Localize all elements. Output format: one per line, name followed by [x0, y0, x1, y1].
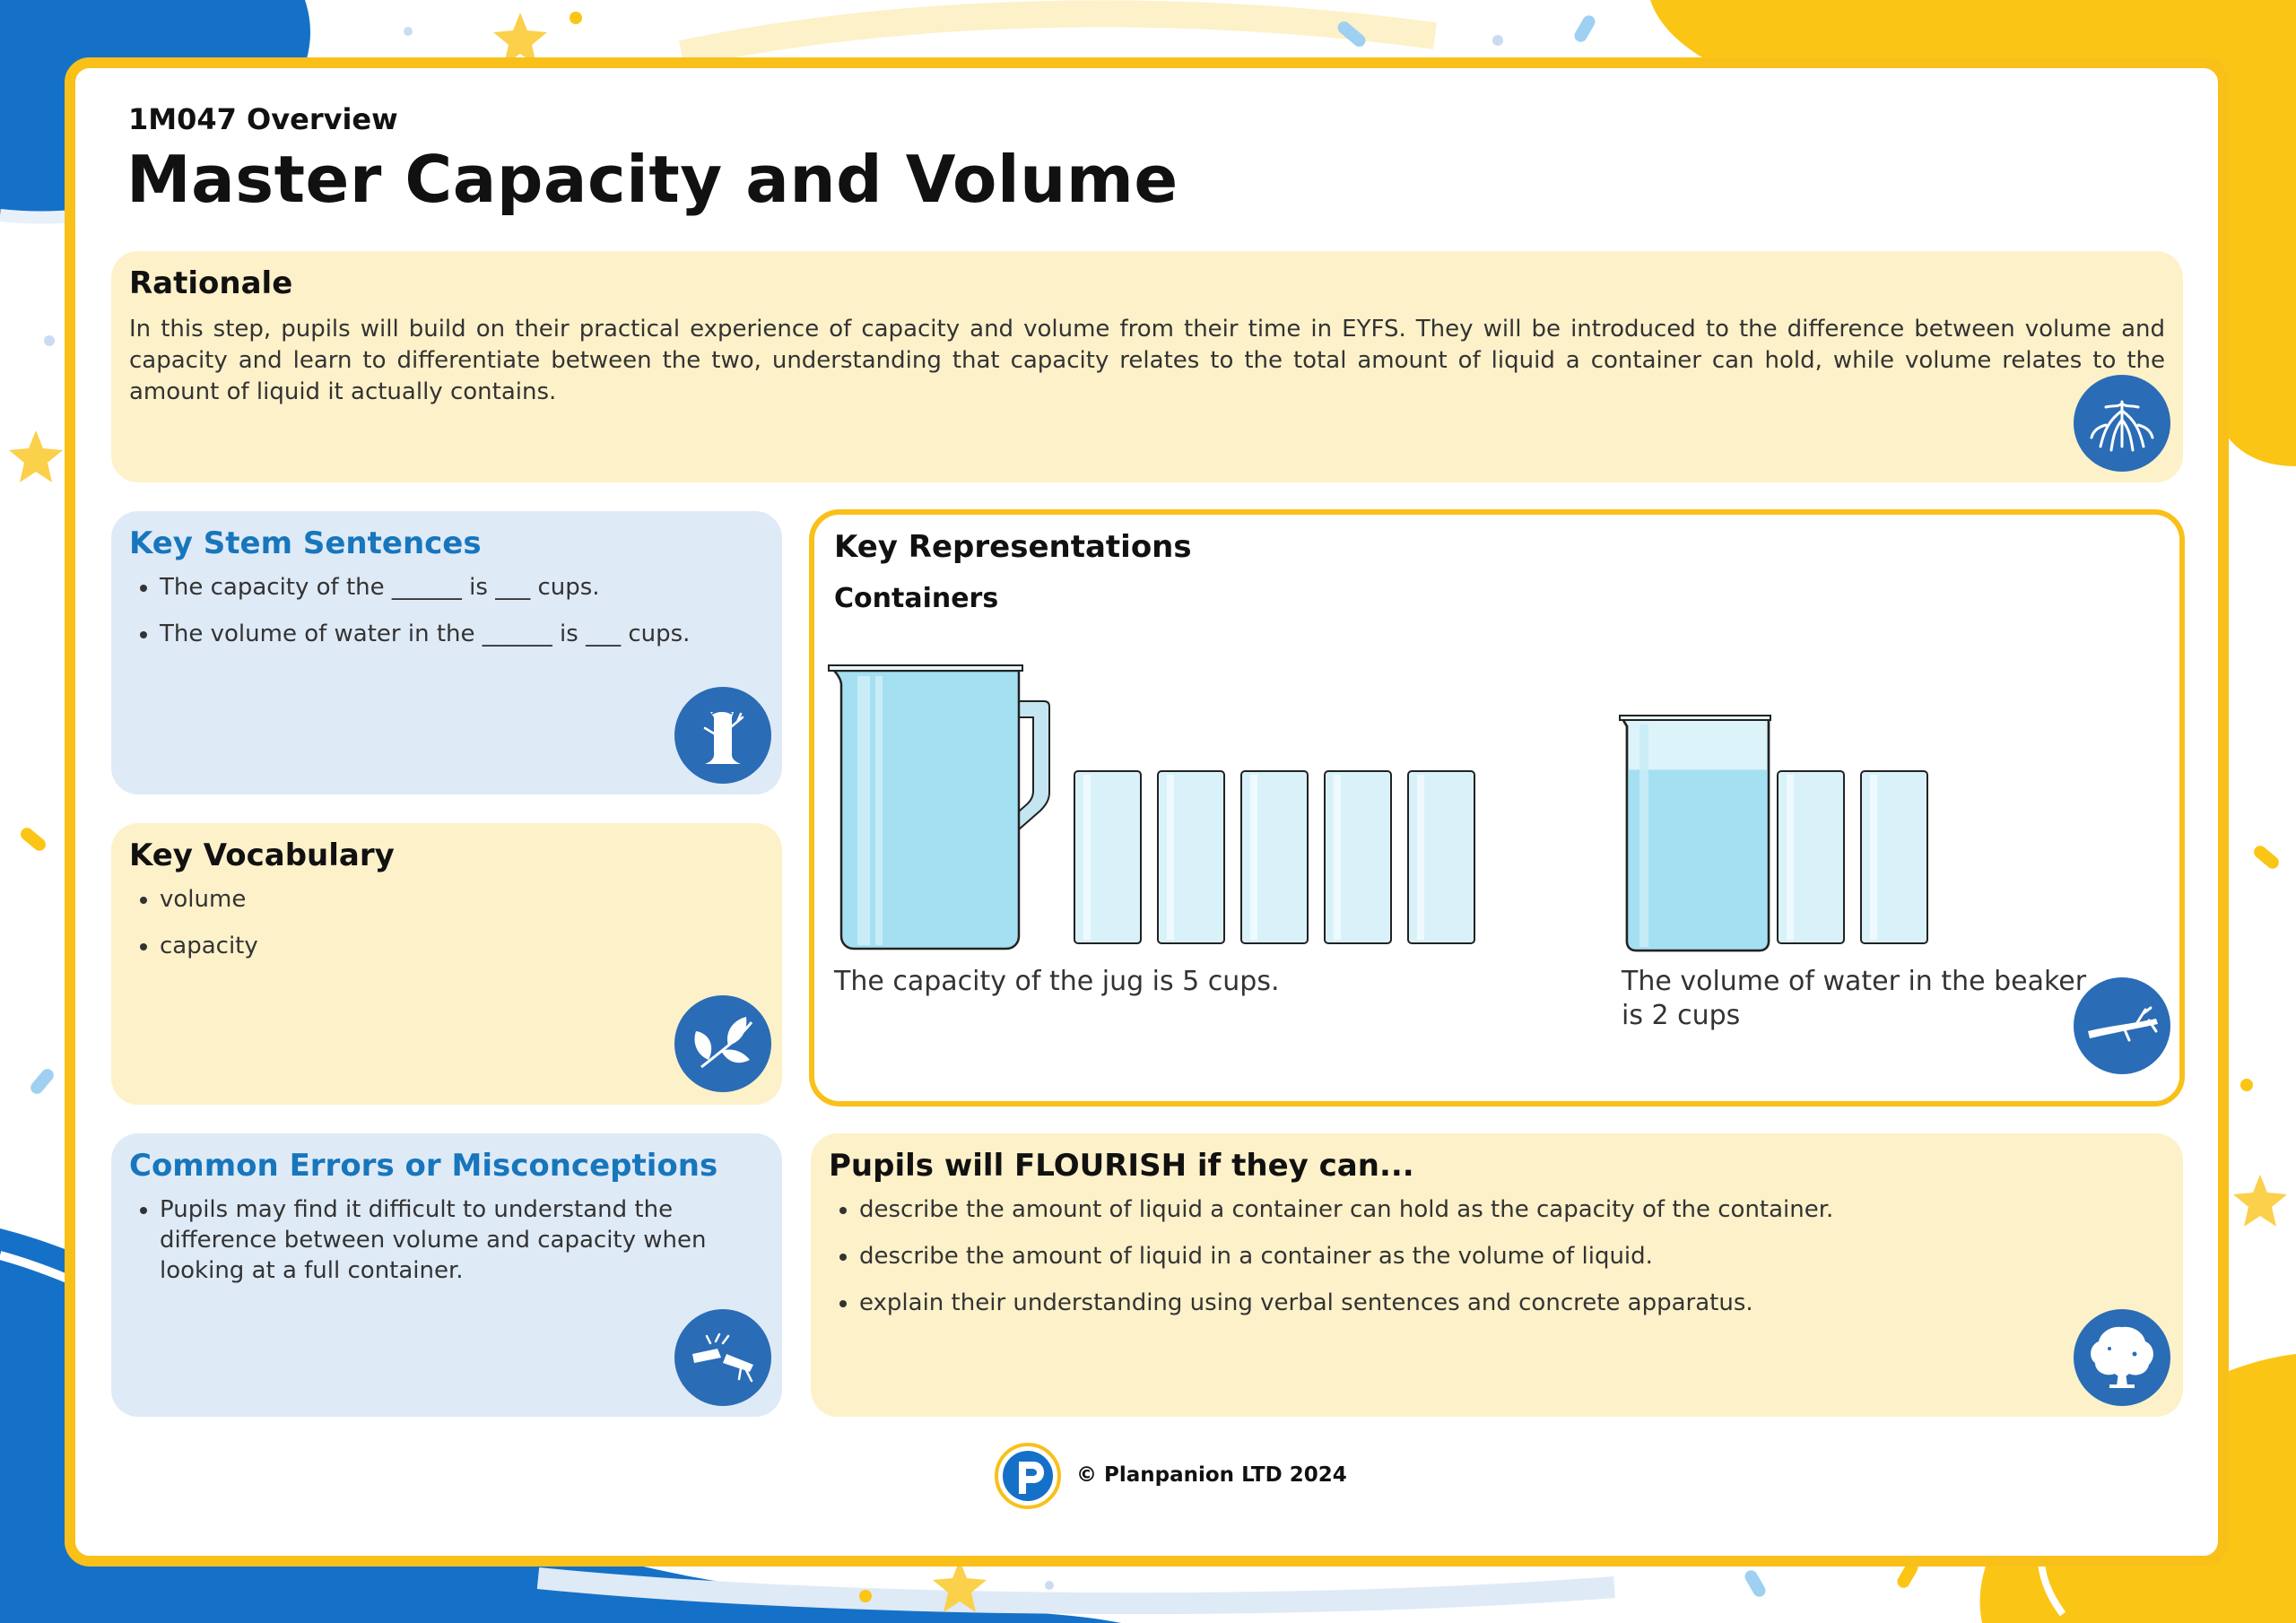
list-item: • Pupils may find it difficult to understand the difference between volume and capacity when looking at a full container.: [160, 1194, 746, 1286]
flourish-panel: [811, 1133, 2183, 1417]
list-item: • capacity: [160, 931, 258, 961]
misconceptions-panel: [111, 1133, 782, 1417]
rationale-text: In this step, pupils will build on their practical experience of capacity and volume from their time in EYFS. They will be introduced to the difference between volume and capacity and learn to differentiate between the two, understanding that capacity relates to the total amount of liquid a container can hold, while volume relates to the amount of liquid it actually contains.: [129, 316, 2165, 405]
list-item: • The volume of water in the ______ is ___ cups.: [160, 619, 690, 649]
beaker: [1620, 716, 1770, 950]
tree-trunk-icon: [674, 687, 771, 784]
stem-sentences-heading: Key Stem Sentences: [129, 525, 482, 561]
vocabulary-heading: Key Vocabulary: [129, 838, 395, 873]
stem-sentences-panel: [111, 511, 782, 794]
planpanion-logo-icon: [994, 1442, 1062, 1510]
jug-caption: The capacity of the jug is 5 cups.: [834, 966, 1280, 997]
rationale-panel: [111, 251, 2183, 482]
beaker-caption: The volume of water in the beaker is 2 cups: [1622, 966, 2087, 1031]
flourish-list: [829, 1194, 1833, 1334]
cup: [1241, 771, 1308, 943]
list-item: • explain their understanding using verbal sentences and concrete apparatus.: [859, 1288, 1833, 1318]
flourish-heading: Pupils will FLOURISH if they can...: [829, 1148, 1414, 1184]
cup: [1408, 771, 1474, 943]
representations-subheading: Containers: [834, 583, 999, 614]
branch-icon: [2074, 977, 2170, 1074]
list-item: • describe the amount of liquid a container can hold as the capacity of the container.: [859, 1194, 1833, 1225]
vocabulary-panel: [111, 823, 782, 1105]
broken-branch-icon: [674, 1309, 771, 1406]
representations-panel: [809, 509, 2185, 1107]
misconceptions-heading: Common Errors or Misconceptions: [129, 1148, 718, 1184]
cup: [1325, 771, 1391, 943]
representations-heading: Key Representations: [834, 529, 1192, 565]
rationale-heading: Rationale: [129, 265, 293, 301]
leaves-icon: [674, 995, 771, 1092]
cup: [1074, 771, 1141, 943]
beaker-cups: [1778, 771, 1927, 943]
page-subtitle: 1M047 Overview: [128, 102, 398, 136]
cup: [1778, 771, 1844, 943]
tree-icon: [2074, 1309, 2170, 1406]
list-item: • The capacity of the ______ is ___ cups.: [160, 572, 690, 603]
cup: [1861, 771, 1927, 943]
misconceptions-list: [129, 1194, 746, 1302]
list-item: • describe the amount of liquid in a container as the volume of liquid.: [859, 1241, 1833, 1271]
vocabulary-list: [129, 884, 258, 977]
copyright-text: © Planpanion LTD 2024: [1076, 1463, 1347, 1487]
stem-sentences-list: [129, 572, 690, 665]
jug: [829, 665, 1049, 949]
list-item: • volume: [160, 884, 258, 915]
roots-icon: [2074, 375, 2170, 472]
page-title: Master Capacity and Volume: [126, 142, 1178, 217]
jug-cups: [1074, 771, 1474, 943]
containers-illustration: [822, 649, 2167, 963]
cup: [1158, 771, 1224, 943]
